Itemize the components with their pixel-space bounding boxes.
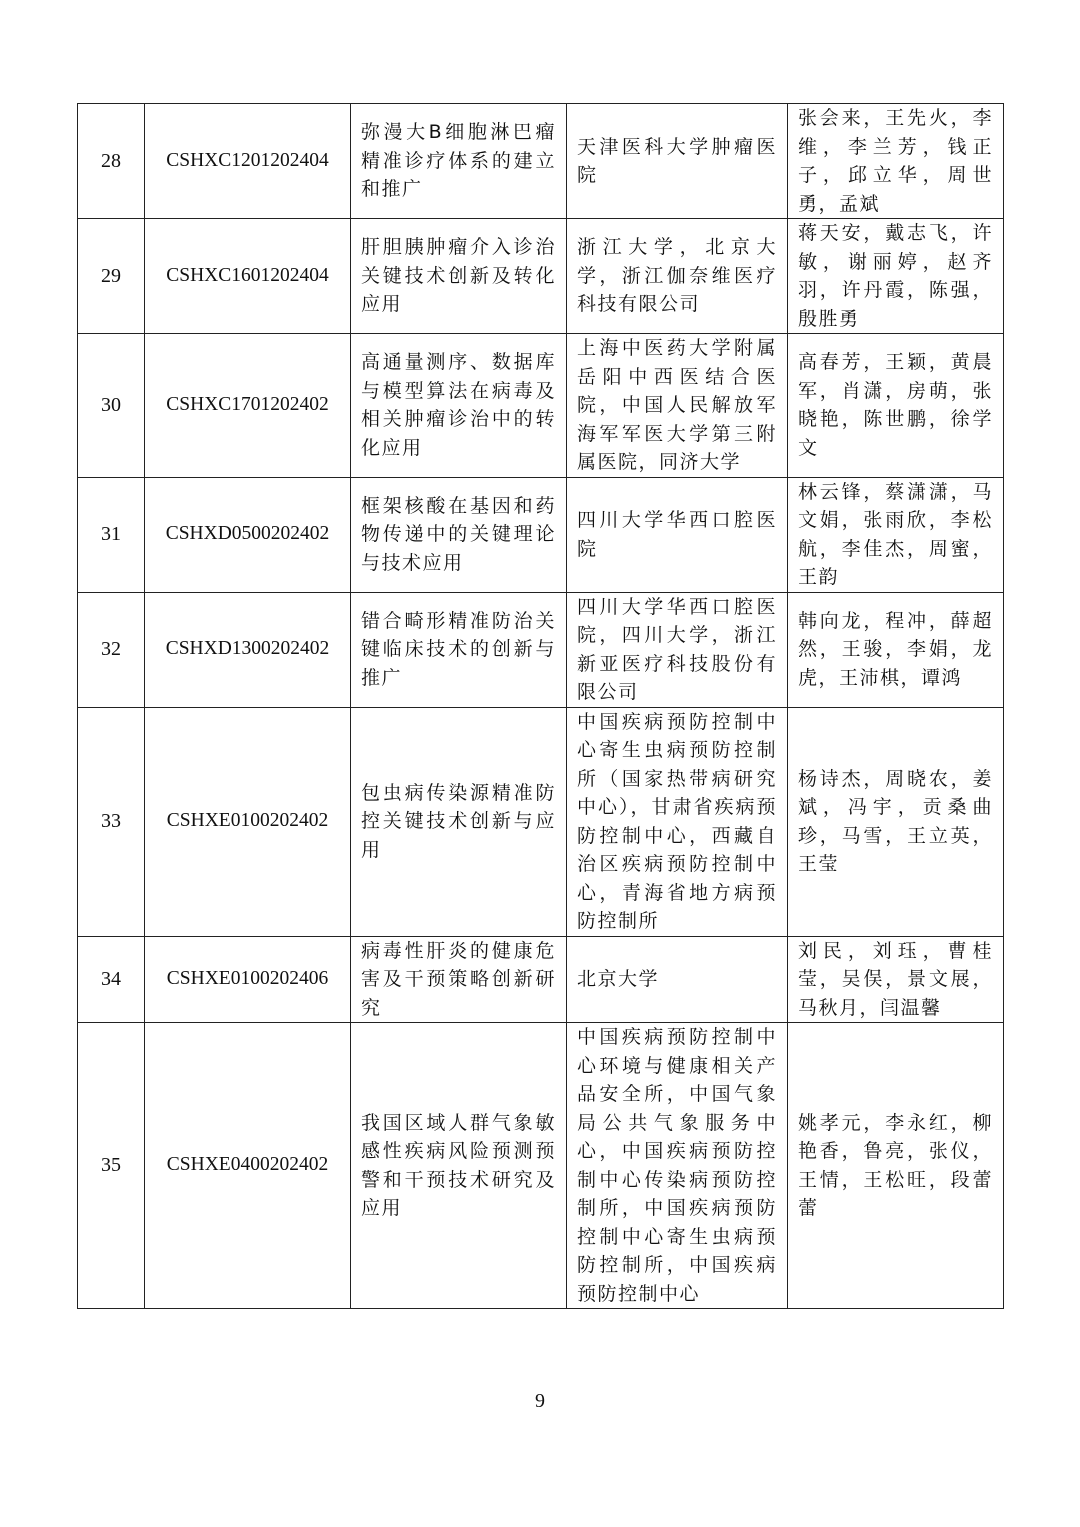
institution-list: 四川大学华西口腔医院 (567, 477, 788, 592)
project-title: 错合畸形精准防治关键临床技术的创新与推广 (351, 592, 567, 707)
team-members: 张会来，王先火，李维，李兰芳，钱正子，邱立华，周世勇，孟斌 (788, 104, 1004, 219)
institution-list: 四川大学华西口腔医院，四川大学，浙江新亚医疗科技股份有限公司 (567, 592, 788, 707)
project-code: CSHXC1601202404 (145, 219, 351, 334)
table-row (78, 104, 1004, 219)
institution-list: 浙江大学，北京大学，浙江伽奈维医疗科技有限公司 (567, 219, 788, 334)
project-title: 框架核酸在基因和药物传递中的关键理论与技术应用 (351, 477, 567, 592)
institution-list: 天津医科大学肿瘤医院 (567, 104, 788, 219)
project-code: CSHXE0100202402 (145, 707, 351, 936)
row-number: 31 (78, 477, 145, 592)
row-number: 28 (78, 104, 145, 219)
table-row (78, 592, 1004, 707)
team-members: 蒋天安，戴志飞，许敏，谢丽婷，赵齐羽，许丹霞，陈强，殷胜勇 (788, 219, 1004, 334)
project-code: CSHXD1300202402 (145, 592, 351, 707)
table-row (78, 219, 1004, 334)
row-number: 33 (78, 707, 145, 936)
table-row (78, 477, 1004, 592)
team-members: 韩向龙，程冲，薛超然，王骏，李娟，龙虎，王沛棋，谭鸿 (788, 592, 1004, 707)
team-members: 刘民，刘珏，曹桂莹，吴俣，景文展，马秋月，闫温馨 (788, 936, 1004, 1023)
page-number: 9 (535, 1390, 545, 1412)
team-members: 林云锋，蔡潇潇，马文娟，张雨欣，李松航，李佳杰，周蜜，王韵 (788, 477, 1004, 592)
award-table (77, 103, 1004, 1309)
institution-list: 中国疾病预防控制中心环境与健康相关产品安全所，中国气象局公共气象服务中心，中国疾病预防控制中心传染病预防控制所，中国疾病预防控制中心寄生虫病预防控制所，中国疾病预防控制中心 (567, 1023, 788, 1309)
team-members: 杨诗杰，周晓农，姜斌，冯宇，贡桑曲珍，马雪，王立英，王莹 (788, 707, 1004, 936)
institution-list: 北京大学 (567, 936, 788, 1023)
project-title: 包虫病传染源精准防控关键技术创新与应用 (351, 707, 567, 936)
project-title: 肝胆胰肿瘤介入诊治关键技术创新及转化应用 (351, 219, 567, 334)
project-code: CSHXC1201202404 (145, 104, 351, 219)
row-number: 29 (78, 219, 145, 334)
team-members: 高春芳，王颖，黄晨军，肖潇，房萌，张晓艳，陈世鹏，徐学文 (788, 334, 1004, 478)
table-row (78, 936, 1004, 1023)
table-row (78, 707, 1004, 936)
row-number: 30 (78, 334, 145, 478)
team-members: 姚孝元，李永红，柳艳香，鲁亮，张仪，王情，王松旺，段蕾蕾 (788, 1023, 1004, 1309)
project-title: 高通量测序、数据库与模型算法在病毒及相关肿瘤诊治中的转化应用 (351, 334, 567, 478)
project-code: CSHXD0500202402 (145, 477, 351, 592)
institution-list: 中国疾病预防控制中心寄生虫病预防控制所（国家热带病研究中心），甘肃省疾病预防控制中心，西藏自治区疾病预防控制中心，青海省地方病预防控制所 (567, 707, 788, 936)
row-number: 35 (78, 1023, 145, 1309)
project-code: CSHXC1701202402 (145, 334, 351, 478)
institution-list: 上海中医药大学附属岳阳中西医结合医院，中国人民解放军海军军医大学第三附属医院，同济大学 (567, 334, 788, 478)
table-row (78, 1023, 1004, 1309)
row-number: 34 (78, 936, 145, 1023)
row-number: 32 (78, 592, 145, 707)
project-title: 弥漫大B细胞淋巴瘤精准诊疗体系的建立和推广 (351, 104, 567, 219)
project-code: CSHXE0100202406 (145, 936, 351, 1023)
project-title: 我国区域人群气象敏感性疾病风险预测预警和干预技术研究及应用 (351, 1023, 567, 1309)
project-title: 病毒性肝炎的健康危害及干预策略创新研究 (351, 936, 567, 1023)
project-code: CSHXE0400202402 (145, 1023, 351, 1309)
table-row (78, 334, 1004, 478)
